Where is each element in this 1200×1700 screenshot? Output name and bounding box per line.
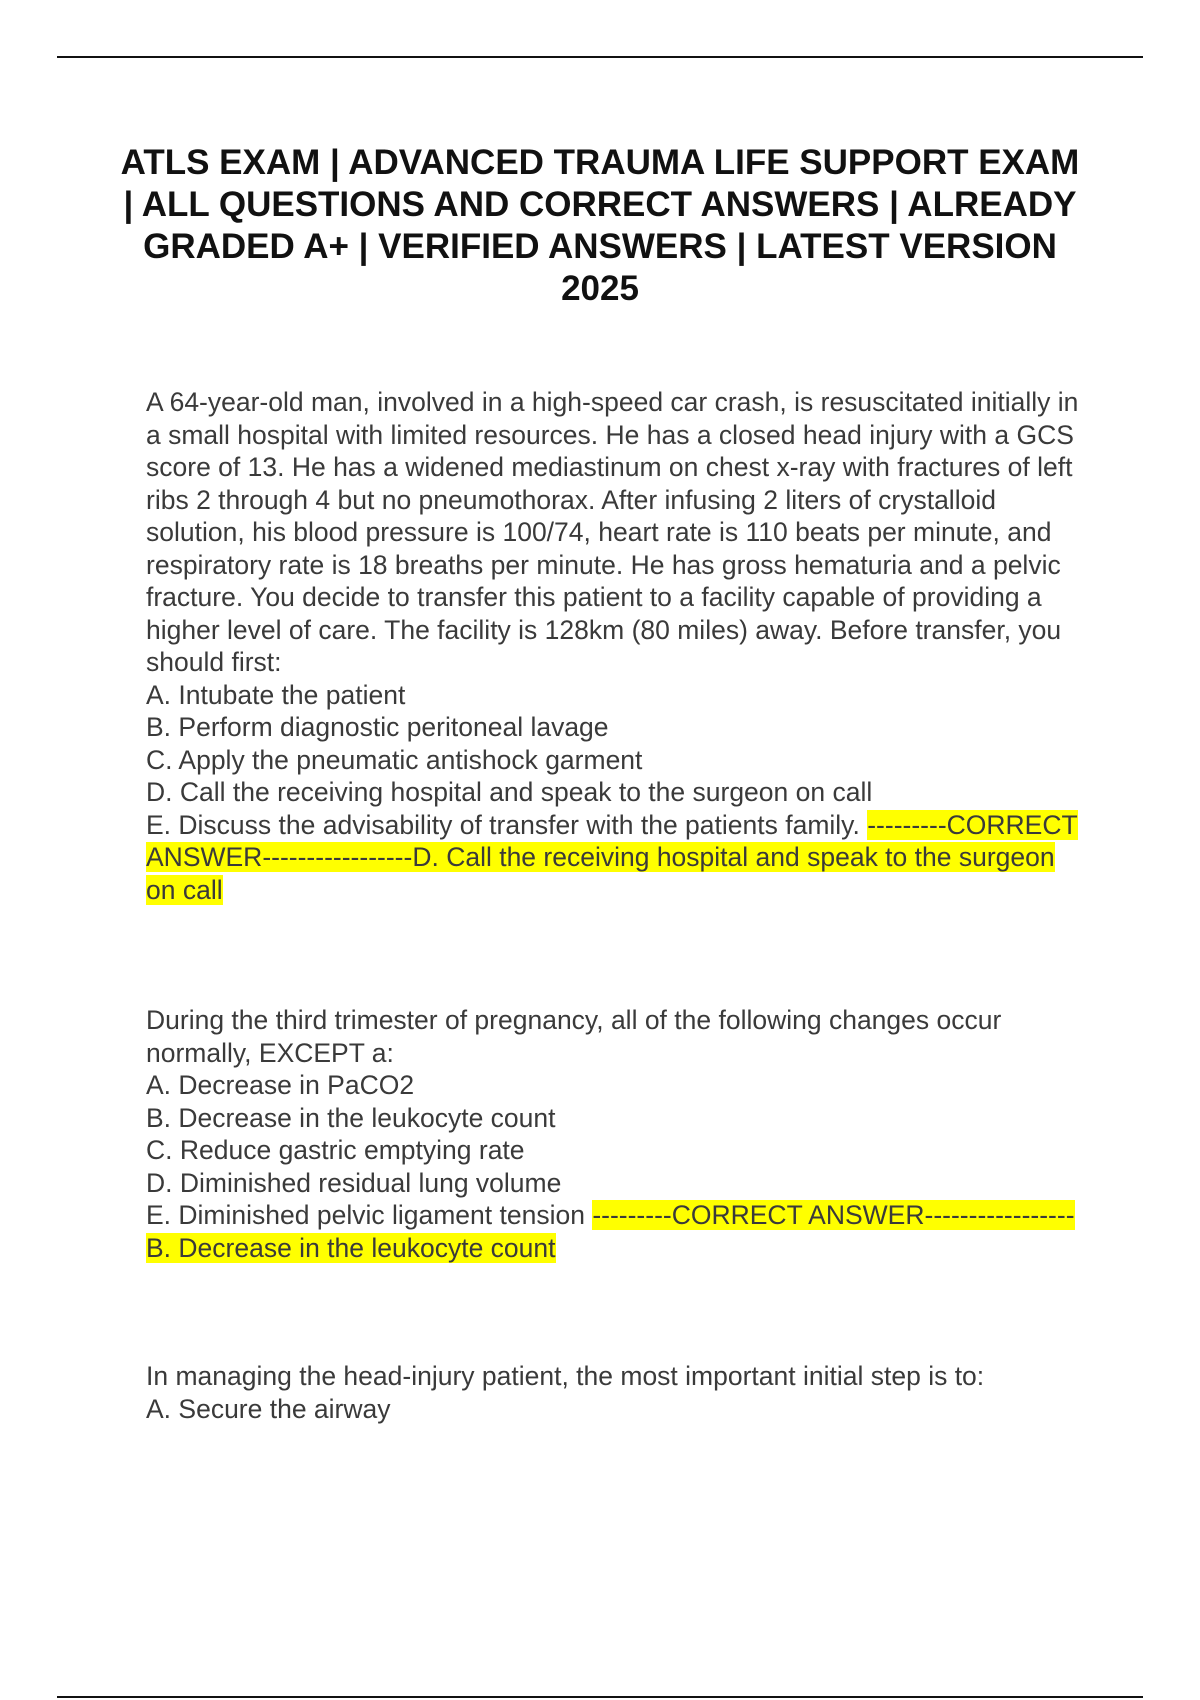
question-stem: A 64-year-old man, involved in a high-speed car crash, is resuscitated initially in a small hospital with limited resources. He has a closed head injury with a GCS score of 13. He has a widened mediastinum on chest x-ray with fractures of left ribs 2 through 4 but no pneumothorax. After infusing 2 liters of crystalloid solution, his blood pressure is 100/74, heart rate is 110 beats per minute, and respiratory rate is 18 breaths per minute. He has gross hematuria and a pelvic fracture. You decide to transfer this patient to a facility capable of providing a higher level of care. The facility is 128km (80 miles) away. Before transfer, you should first: [146,387,1079,677]
question-stem: During the third trimester of pregnancy, all of the following changes occur normally, EXCEPT a: [146,1005,1002,1068]
correct-answer-highlight: ---------CORRECT ANSWER-----------------D. Call the receiving hospital and speak to the surgeon on call [146,809,1078,905]
answer-option: C. Reduce gastric emptying rate [146,1135,525,1165]
answer-option: C. Apply the pneumatic antishock garment [146,744,643,775]
answer-option: D. Diminished residual lung volume [146,1167,562,1198]
header-rule [57,56,1143,58]
answer-option: D. Call the receiving hospital and speak to the surgeon on call [146,777,873,807]
answer-option: A. Secure the airway [146,1393,391,1424]
answer-option: B. Perform diagnostic peritoneal lavage [146,712,609,742]
answer-option-text: E. Diminished pelvic ligament tension [146,1200,585,1230]
answer-option: B. Decrease in the leukocyte count [146,1102,556,1133]
answer-option: A. Decrease in PaCO2 [146,1070,415,1100]
answer-option: A. Intubate the patient [146,679,406,710]
question-1 [146,386,1091,906]
document-title: ATLS EXAM | ADVANCED TRAUMA LIFE SUPPORT EXAM | ALL QUESTIONS AND CORRECT ANSWERS | ALREADY GRADED A+ | VERIFIED ANSWERS | LATEST VERSION 2025 [120,143,1080,308]
correct-answer-highlight: ---------CORRECT ANSWER-----------------B. Decrease in the leukocyte count [146,1200,1075,1263]
question-2 [146,1004,1091,1264]
question-stem: In managing the head-injury patient, the most important initial step is to: [146,1361,985,1391]
answer-option [146,1200,1075,1263]
answer-option [146,810,1078,905]
question-3 [146,1360,1091,1425]
footer-rule [57,1696,1143,1698]
answer-option-text: E. Discuss the advisability of transfer with the patients family. [146,809,860,840]
